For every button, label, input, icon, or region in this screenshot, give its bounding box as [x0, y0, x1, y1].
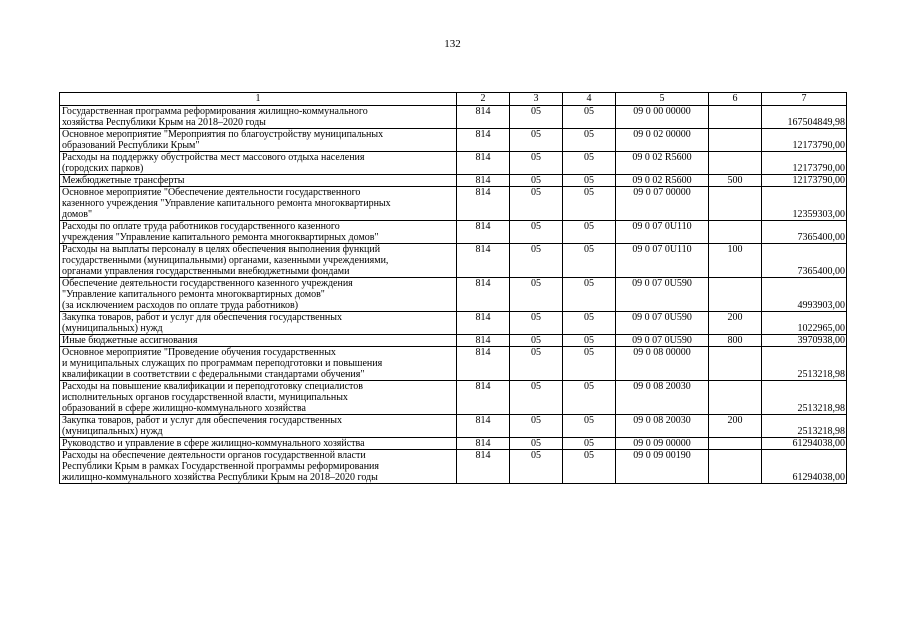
- section-cell: 05: [510, 347, 563, 381]
- table-row: [60, 129, 847, 152]
- target-article-cell: 09 0 07 0U590: [616, 312, 709, 335]
- table-row: [60, 347, 847, 381]
- amount-cell: 12173790,00: [762, 129, 847, 152]
- subsection-cell: 05: [563, 187, 616, 221]
- header-cell: 4: [563, 93, 616, 106]
- header-cell: 5: [616, 93, 709, 106]
- table-row: [60, 438, 847, 450]
- header-cell: 3: [510, 93, 563, 106]
- description-cell: Основное мероприятие "Мероприятия по благоустройству муниципальных образований Республики Крым": [60, 129, 457, 152]
- admin-code-cell: 814: [457, 106, 510, 129]
- table-row: [60, 335, 847, 347]
- description-cell: Расходы на обеспечение деятельности органов государственной власти Республики Крым в рамках Государственной программы реформирования жилищно-коммунального хозяйства Республики Крым на 2018–2020 годы: [60, 450, 457, 484]
- target-article-cell: 09 0 02 00000: [616, 129, 709, 152]
- target-article-cell: 09 0 08 20030: [616, 415, 709, 438]
- section-cell: 05: [510, 175, 563, 187]
- expense-type-cell: [709, 187, 762, 221]
- expense-type-cell: [709, 381, 762, 415]
- subsection-cell: 05: [563, 381, 616, 415]
- target-article-cell: 09 0 09 00190: [616, 450, 709, 484]
- section-cell: 05: [510, 381, 563, 415]
- section-cell: 05: [510, 244, 563, 278]
- amount-cell: 7365400,00: [762, 244, 847, 278]
- section-cell: 05: [510, 335, 563, 347]
- expense-type-cell: 100: [709, 244, 762, 278]
- target-article-cell: 09 0 09 00000: [616, 438, 709, 450]
- table-row: [60, 278, 847, 312]
- table-body: [60, 106, 847, 484]
- subsection-cell: 05: [563, 335, 616, 347]
- expense-type-cell: 500: [709, 175, 762, 187]
- table-row: [60, 221, 847, 244]
- amount-cell: 3970938,00: [762, 335, 847, 347]
- table-row: [60, 175, 847, 187]
- subsection-cell: 05: [563, 415, 616, 438]
- subsection-cell: 05: [563, 450, 616, 484]
- subsection-cell: 05: [563, 278, 616, 312]
- section-cell: 05: [510, 415, 563, 438]
- description-cell: Государственная программа реформирования жилищно-коммунального хозяйства Республики Крым на 2018–2020 годы: [60, 106, 457, 129]
- description-cell: Расходы на выплаты персоналу в целях обеспечения выполнения функций государственными (муниципальными) органами, казенными учреждениями, органами управления государственными внебюджетными фондами: [60, 244, 457, 278]
- admin-code-cell: 814: [457, 152, 510, 175]
- admin-code-cell: 814: [457, 244, 510, 278]
- description-cell: Расходы на поддержку обустройства мест массового отдыха населения (городских парков): [60, 152, 457, 175]
- table-row: [60, 450, 847, 484]
- section-cell: 05: [510, 106, 563, 129]
- admin-code-cell: 814: [457, 175, 510, 187]
- amount-cell: 4993903,00: [762, 278, 847, 312]
- expense-type-cell: [709, 450, 762, 484]
- subsection-cell: 05: [563, 106, 616, 129]
- description-cell: Межбюджетные трансферты: [60, 175, 457, 187]
- subsection-cell: 05: [563, 152, 616, 175]
- expense-type-cell: [709, 221, 762, 244]
- page-number: 132: [444, 38, 461, 50]
- admin-code-cell: 814: [457, 415, 510, 438]
- section-cell: 05: [510, 450, 563, 484]
- description-cell: Расходы по оплате труда работников государственного казенного учреждения "Управление капитального ремонта многоквартирных домов": [60, 221, 457, 244]
- expense-type-cell: 200: [709, 415, 762, 438]
- admin-code-cell: 814: [457, 347, 510, 381]
- target-article-cell: 09 0 00 00000: [616, 106, 709, 129]
- header-cell: 1: [60, 93, 457, 106]
- subsection-cell: 05: [563, 175, 616, 187]
- amount-cell: 167504849,98: [762, 106, 847, 129]
- section-cell: 05: [510, 438, 563, 450]
- header-cell: 2: [457, 93, 510, 106]
- description-cell: Обеспечение деятельности государственного казенного учреждения "Управление капитального ремонта многоквартирных домов" (за исключением расходов по оплате труда работников): [60, 278, 457, 312]
- section-cell: 05: [510, 221, 563, 244]
- target-article-cell: 09 0 07 0U110: [616, 244, 709, 278]
- subsection-cell: 05: [563, 129, 616, 152]
- section-cell: 05: [510, 278, 563, 312]
- subsection-cell: 05: [563, 347, 616, 381]
- amount-cell: 2513218,98: [762, 415, 847, 438]
- amount-cell: 7365400,00: [762, 221, 847, 244]
- section-cell: 05: [510, 152, 563, 175]
- subsection-cell: 05: [563, 221, 616, 244]
- description-cell: Основное мероприятие "Проведение обучения государственных и муниципальных служащих по программам переподготовки и повышения квалификации в соответствии с федеральными стандартами обучения": [60, 347, 457, 381]
- amount-cell: 61294038,00: [762, 438, 847, 450]
- table-row: [60, 415, 847, 438]
- header-row: [60, 93, 847, 106]
- subsection-cell: 05: [563, 244, 616, 278]
- description-cell: Основное мероприятие "Обеспечение деятельности государственного казенного учреждения "Управление капитального ремонта многоквартирных домов": [60, 187, 457, 221]
- target-article-cell: 09 0 08 00000: [616, 347, 709, 381]
- description-cell: Закупка товаров, работ и услуг для обеспечения государственных (муниципальных) нужд: [60, 415, 457, 438]
- expense-type-cell: [709, 152, 762, 175]
- description-cell: Иные бюджетные ассигнования: [60, 335, 457, 347]
- table-row: [60, 187, 847, 221]
- section-cell: 05: [510, 312, 563, 335]
- description-cell: Расходы на повышение квалификации и переподготовку специалистов исполнительных органов государственной власти, муниципальных образований в сфере жилищно-коммунального хозяйства: [60, 381, 457, 415]
- admin-code-cell: 814: [457, 221, 510, 244]
- table-row: [60, 152, 847, 175]
- description-cell: Руководство и управление в сфере жилищно-коммунального хозяйства: [60, 438, 457, 450]
- expense-type-cell: [709, 278, 762, 312]
- subsection-cell: 05: [563, 438, 616, 450]
- amount-cell: 12173790,00: [762, 152, 847, 175]
- amount-cell: 61294038,00: [762, 450, 847, 484]
- admin-code-cell: 814: [457, 278, 510, 312]
- expense-type-cell: [709, 129, 762, 152]
- section-cell: 05: [510, 187, 563, 221]
- expense-type-cell: 200: [709, 312, 762, 335]
- admin-code-cell: 814: [457, 187, 510, 221]
- expense-type-cell: [709, 106, 762, 129]
- table-row: [60, 106, 847, 129]
- target-article-cell: 09 0 02 R5600: [616, 152, 709, 175]
- target-article-cell: 09 0 07 00000: [616, 187, 709, 221]
- target-article-cell: 09 0 07 0U110: [616, 221, 709, 244]
- amount-cell: 12359303,00: [762, 187, 847, 221]
- amount-cell: 2513218,98: [762, 381, 847, 415]
- admin-code-cell: 814: [457, 312, 510, 335]
- expense-type-cell: [709, 438, 762, 450]
- expense-type-cell: [709, 347, 762, 381]
- table-row: [60, 244, 847, 278]
- admin-code-cell: 814: [457, 129, 510, 152]
- section-cell: 05: [510, 129, 563, 152]
- amount-cell: 12173790,00: [762, 175, 847, 187]
- amount-cell: 1022965,00: [762, 312, 847, 335]
- admin-code-cell: 814: [457, 335, 510, 347]
- target-article-cell: 09 0 08 20030: [616, 381, 709, 415]
- table-row: [60, 312, 847, 335]
- admin-code-cell: 814: [457, 381, 510, 415]
- budget-table: [59, 92, 847, 484]
- expense-type-cell: 800: [709, 335, 762, 347]
- target-article-cell: 09 0 02 R5600: [616, 175, 709, 187]
- amount-cell: 2513218,98: [762, 347, 847, 381]
- description-cell: Закупка товаров, работ и услуг для обеспечения государственных (муниципальных) нужд: [60, 312, 457, 335]
- target-article-cell: 09 0 07 0U590: [616, 335, 709, 347]
- subsection-cell: 05: [563, 312, 616, 335]
- target-article-cell: 09 0 07 0U590: [616, 278, 709, 312]
- header-cell: 6: [709, 93, 762, 106]
- admin-code-cell: 814: [457, 438, 510, 450]
- header-cell: 7: [762, 93, 847, 106]
- table-row: [60, 381, 847, 415]
- admin-code-cell: 814: [457, 450, 510, 484]
